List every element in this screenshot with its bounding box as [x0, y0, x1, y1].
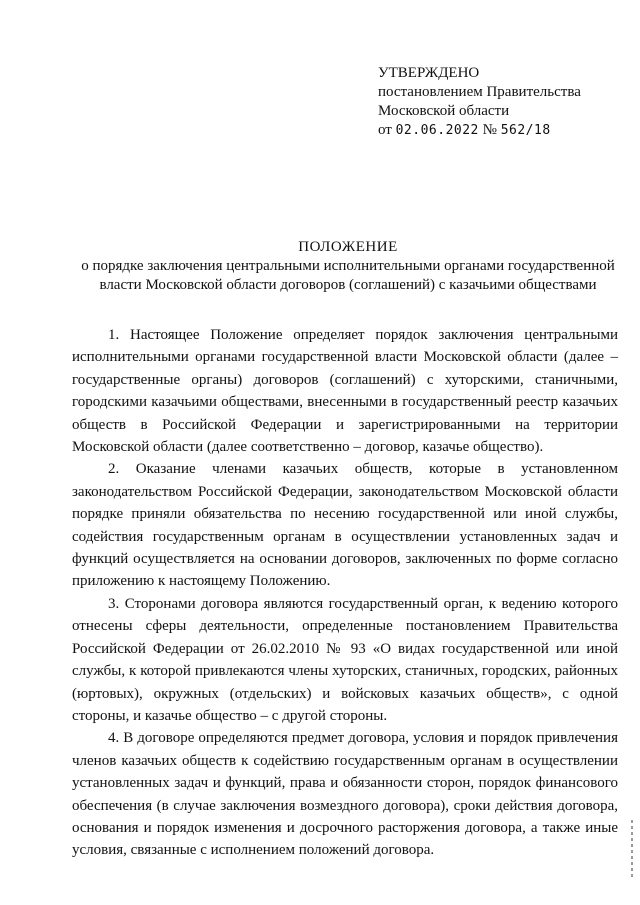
approval-title: УТВЕРЖДЕНО: [378, 65, 480, 81]
approval-date: 02.06.2022: [395, 123, 479, 138]
approval-date-prefix: от: [378, 122, 392, 138]
paragraph-1: 1. Настоящее Положение определяет порядок заключения центральными исполнительными органами государственной власти Московской области (далее – государственные органы) договоров (соглашений) с хуторскими, станичными, городскими казачьими обществами, внесенными в государственный реестр казачьих обществ в Российской Федерации и зарегистрированными на территории Московской области (далее соответственно – договор, казачье общество).: [72, 327, 618, 456]
approval-line-1: постановлением Правительства: [378, 84, 581, 100]
paragraph-2: 2. Оказание членами казачьих обществ, которые в установленном законодательством Российской Федерации, законодательством Московской области порядке приняли обязательства по несению государственной или иной службы, содействия государственным органам в осуществлении установленных задач и функций осуществляется на основании договоров, заключенных по форме согласно приложению к настоящему Положению.: [72, 461, 618, 590]
scan-margin-mark: [631, 820, 633, 880]
document-subtitle-line-2: власти Московской области договоров (соглашений) с казачьими обществами: [99, 277, 597, 293]
paragraph-3: 3. Сторонами договора являются государственный орган, к ведению которого отнесены сферы деятельности, определенные постановлением Правительства Российской Федерации от 26.02.2010 № 93 «О видах государственной или иной службы, к которой привлекаются члены хуторских, станичных, городских, районных (юртовых), окружных (отдельских) и войсковых казачьих обществ», с одной стороны, и казачье общество – с другой стороны.: [72, 595, 618, 724]
document-title-block: [40, 238, 640, 295]
approval-number: 562/18: [500, 123, 551, 138]
document-subtitle-line-1: о порядке заключения центральными исполнительными органами государственной: [81, 258, 615, 274]
document-heading: ПОЛОЖЕНИЕ: [298, 239, 398, 255]
approval-line-2: Московской области: [378, 103, 510, 119]
paragraph-4: 4. В договоре определяются предмет договора, условия и порядок привлечения членов казачьих обществ к содействию государственным органам в осуществлении установленных задач и функций, права и обязанности сторон, порядок финансового обеспечения (в случае заключения возмездного договора), сроки действия договора, основания и порядок изменения и досрочного расторжения договора, а также иные условия, связанные с исполнением положений договора.: [72, 730, 618, 859]
approval-number-sign: №: [482, 122, 497, 138]
approval-date-line: [378, 121, 581, 140]
document-body: [72, 324, 618, 862]
approval-stamp: [378, 64, 581, 140]
